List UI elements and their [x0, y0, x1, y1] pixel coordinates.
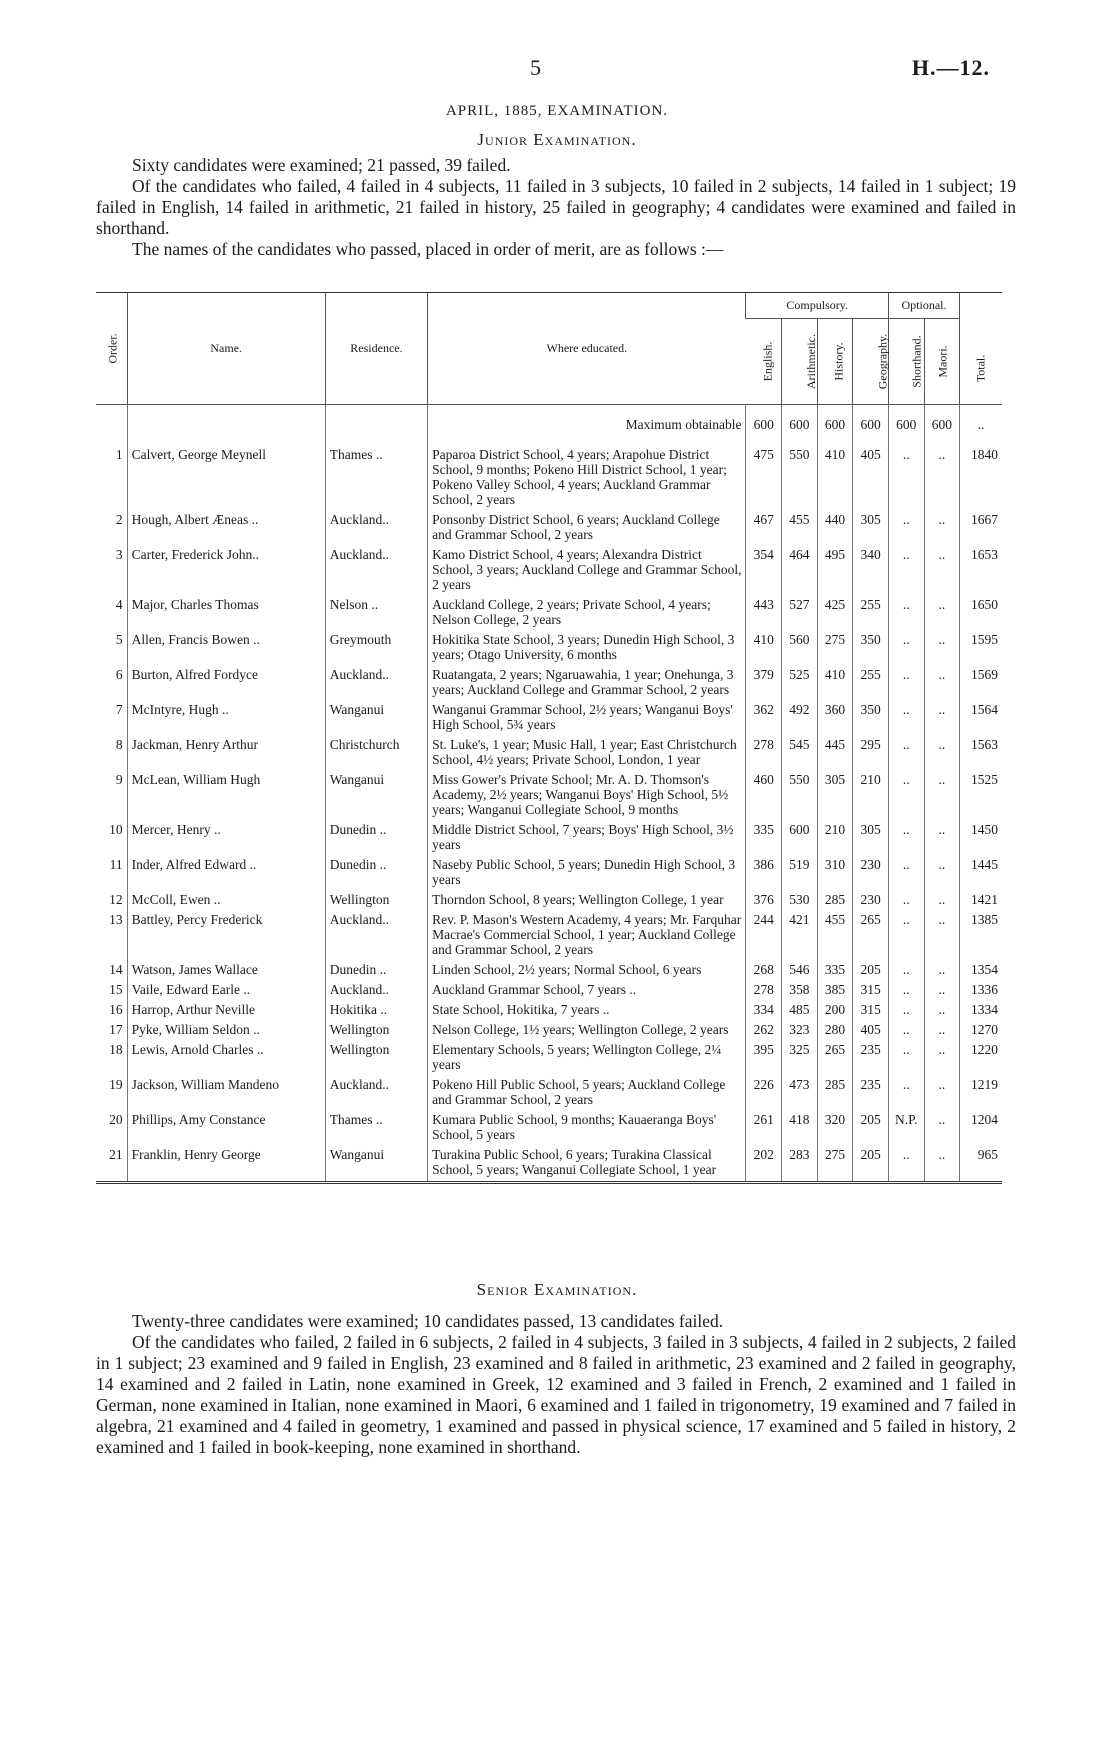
arithmetic-mark: 455: [782, 511, 818, 546]
maori-mark: ..: [924, 771, 960, 821]
english-mark: 278: [746, 736, 782, 771]
arithmetic-mark: 418: [782, 1111, 818, 1146]
history-mark: 200: [817, 1001, 853, 1021]
shorthand-header: Shorthand.: [888, 319, 924, 405]
candidate-residence: Auckland..: [325, 911, 427, 961]
geography-mark: 205: [853, 961, 889, 981]
geography-mark: 205: [853, 1111, 889, 1146]
junior-paragraph: The names of the candidates who passed, placed in order of merit, are as follows :—: [132, 239, 724, 259]
candidate-residence: Thames ..: [325, 1111, 427, 1146]
candidate-order: 13: [109, 912, 123, 927]
junior-paragraph: Sixty candidates were examined; 21 passed, 39 failed.: [132, 155, 511, 175]
arithmetic-mark: 283: [782, 1146, 818, 1183]
geography-mark: 265: [853, 911, 889, 961]
candidate-residence: Auckland..: [325, 1076, 427, 1111]
maximum-arithmetic: 600: [782, 405, 818, 447]
arithmetic-mark: 325: [782, 1041, 818, 1076]
candidate-where-educated: Auckland Grammar School, 7 years ..: [428, 981, 746, 1001]
history-mark: 440: [817, 511, 853, 546]
candidate-name: McColl, Ewen ..: [127, 891, 325, 911]
candidate-residence: Wanganui: [325, 701, 427, 736]
english-mark: 268: [746, 961, 782, 981]
shorthand-mark: ..: [888, 961, 924, 981]
english-mark: 261: [746, 1111, 782, 1146]
arithmetic-mark: 545: [782, 736, 818, 771]
candidate-name: Harrop, Arthur Neville: [127, 1001, 325, 1021]
candidate-where-educated: St. Luke's, 1 year; Music Hall, 1 year; East Christchurch School, 4½ years; Private School, London, 1 year: [428, 736, 746, 771]
total-mark: 1653: [960, 546, 1002, 596]
geography-mark: 405: [853, 1021, 889, 1041]
candidate-where-educated: Linden School, 2½ years; Normal School, 6 years: [428, 961, 746, 981]
senior-heading: Senior Examination.: [476, 1280, 638, 1299]
candidate-order: 1: [115, 447, 123, 462]
maori-mark: ..: [924, 1076, 960, 1111]
candidate-name: Calvert, George Meynell: [127, 446, 325, 511]
junior-heading: Junior Examination.: [477, 130, 637, 149]
total-mark: 1421: [960, 891, 1002, 911]
table-row: [96, 1111, 1002, 1146]
candidate-residence: Wellington: [325, 1021, 427, 1041]
total-mark: 1354: [960, 961, 1002, 981]
candidate-where-educated: Kumara Public School, 9 months; Kauaeranga Boys' School, 5 years: [428, 1111, 746, 1146]
arithmetic-mark: 421: [782, 911, 818, 961]
english-mark: 460: [746, 771, 782, 821]
table-row: [96, 771, 1002, 821]
geography-mark: 305: [853, 821, 889, 856]
senior-paragraph: Twenty-three candidates were examined; 10 candidates passed, 13 candidates failed.: [132, 1311, 724, 1331]
shorthand-mark: ..: [888, 666, 924, 701]
page-number: 5: [530, 55, 541, 80]
english-mark: 226: [746, 1076, 782, 1111]
candidate-residence: Dunedin ..: [325, 821, 427, 856]
maximum-total: ..: [960, 405, 1002, 447]
candidate-order: 21: [109, 1147, 123, 1162]
history-mark: 305: [817, 771, 853, 821]
shorthand-mark: N.P.: [888, 1111, 924, 1146]
table-row: [96, 666, 1002, 701]
maori-mark: ..: [924, 1021, 960, 1041]
candidate-order: 17: [109, 1022, 123, 1037]
maori-mark: ..: [924, 911, 960, 961]
shorthand-mark: ..: [888, 1001, 924, 1021]
candidate-where-educated: Ponsonby District School, 6 years; Auckland College and Grammar School, 2 years: [428, 511, 746, 546]
maori-mark: ..: [924, 736, 960, 771]
table-row: [96, 1146, 1002, 1183]
shorthand-mark: ..: [888, 821, 924, 856]
candidate-name: Watson, James Wallace: [127, 961, 325, 981]
history-mark: 210: [817, 821, 853, 856]
total-mark: 965: [960, 1146, 1002, 1183]
table-row: [96, 911, 1002, 961]
total-mark: 1270: [960, 1021, 1002, 1041]
candidate-where-educated: Turakina Public School, 6 years; Turakina Classical School, 5 years; Wanganui Collegiate School, 1 year: [428, 1146, 746, 1183]
arithmetic-mark: 527: [782, 596, 818, 631]
history-mark: 445: [817, 736, 853, 771]
optional-header: Optional.: [888, 293, 959, 319]
arithmetic-mark: 550: [782, 446, 818, 511]
candidate-name: Hough, Albert Æneas ..: [127, 511, 325, 546]
geography-mark: 405: [853, 446, 889, 511]
candidate-where-educated: Auckland College, 2 years; Private School, 4 years; Nelson College, 2 years: [428, 596, 746, 631]
candidate-residence: Thames ..: [325, 446, 427, 511]
candidate-residence: Greymouth: [325, 631, 427, 666]
history-mark: 320: [817, 1111, 853, 1146]
candidate-order: 6: [115, 667, 123, 682]
shorthand-mark: ..: [888, 701, 924, 736]
arithmetic-mark: 546: [782, 961, 818, 981]
english-mark: 278: [746, 981, 782, 1001]
total-mark: 1569: [960, 666, 1002, 701]
maori-mark: ..: [924, 511, 960, 546]
total-mark: 1564: [960, 701, 1002, 736]
shorthand-mark: ..: [888, 736, 924, 771]
english-mark: 386: [746, 856, 782, 891]
candidate-name: Vaile, Edward Earle ..: [127, 981, 325, 1001]
arithmetic-mark: 473: [782, 1076, 818, 1111]
total-mark: 1204: [960, 1111, 1002, 1146]
maori-mark: ..: [924, 1001, 960, 1021]
english-mark: 379: [746, 666, 782, 701]
english-mark: 376: [746, 891, 782, 911]
arithmetic-mark: 492: [782, 701, 818, 736]
geography-mark: 295: [853, 736, 889, 771]
shorthand-mark: ..: [888, 596, 924, 631]
arithmetic-mark: 550: [782, 771, 818, 821]
candidate-where-educated: Pokeno Hill Public School, 5 years; Auckland College and Grammar School, 2 years: [428, 1076, 746, 1111]
candidate-where-educated: Paparoa District School, 4 years; Arapohue District School, 9 months; Pokeno Hill District School, 1 year; Pokeno Valley School, 4 years; Auckland Grammar School, 2 years: [428, 446, 746, 511]
maori-mark: ..: [924, 981, 960, 1001]
candidate-residence: Nelson ..: [325, 596, 427, 631]
english-mark: 362: [746, 701, 782, 736]
candidate-name: Mercer, Henry ..: [127, 821, 325, 856]
junior-paragraph: Of the candidates who failed, 4 failed in 4 subjects, 11 failed in 3 subjects, 10 failed in 2 subjects, 14 failed in 1 subject; 19 failed in English, 14 failed in arithmetic, 21 failed in history, 25 failed in geography; 4 candidates were examined and failed in shorthand.: [96, 176, 1016, 238]
geography-mark: 350: [853, 631, 889, 666]
history-mark: 285: [817, 891, 853, 911]
junior-summary: [96, 155, 1016, 260]
candidate-name: Inder, Alfred Edward ..: [127, 856, 325, 891]
shorthand-mark: ..: [888, 1041, 924, 1076]
table-row: [96, 981, 1002, 1001]
senior-summary: [96, 1311, 1016, 1458]
table-row: [96, 736, 1002, 771]
total-mark: 1445: [960, 856, 1002, 891]
english-mark: 354: [746, 546, 782, 596]
shorthand-mark: ..: [888, 1076, 924, 1111]
table-row: [96, 1076, 1002, 1111]
candidate-order: 19: [109, 1077, 123, 1092]
maori-mark: ..: [924, 961, 960, 981]
table-row: [96, 1001, 1002, 1021]
candidate-order: 2: [115, 512, 123, 527]
shorthand-mark: ..: [888, 446, 924, 511]
candidate-name: Burton, Alfred Fordyce: [127, 666, 325, 701]
candidate-where-educated: Hokitika State School, 3 years; Dunedin High School, 3 years; Otago University, 6 months: [428, 631, 746, 666]
arithmetic-mark: 525: [782, 666, 818, 701]
maximum-english: 600: [746, 405, 782, 447]
candidate-where-educated: Naseby Public School, 5 years; Dunedin High School, 3 years: [428, 856, 746, 891]
candidate-order: 5: [115, 632, 123, 647]
candidate-where-educated: Wanganui Grammar School, 2½ years; Wanganui Boys' High School, 5¾ years: [428, 701, 746, 736]
candidate-order: 10: [109, 822, 123, 837]
english-mark: 335: [746, 821, 782, 856]
candidate-residence: Auckland..: [325, 546, 427, 596]
total-mark: 1667: [960, 511, 1002, 546]
order-header: Order.: [96, 293, 127, 405]
history-header: History.: [817, 319, 853, 405]
table-row: [96, 631, 1002, 666]
table-row: [96, 596, 1002, 631]
history-mark: 410: [817, 666, 853, 701]
total-mark: 1336: [960, 981, 1002, 1001]
history-mark: 385: [817, 981, 853, 1001]
maximum-row: [96, 405, 1002, 447]
residence-header: Residence.: [325, 293, 427, 405]
candidate-name: Franklin, Henry George: [127, 1146, 325, 1183]
candidate-name: Phillips, Amy Constance: [127, 1111, 325, 1146]
candidate-where-educated: Miss Gower's Private School; Mr. A. D. Thomson's Academy, 2½ years; Wanganui Boys' High School, 5½ years; Wanganui Collegiate School, 9 months: [428, 771, 746, 821]
candidate-residence: Wellington: [325, 891, 427, 911]
arithmetic-mark: 600: [782, 821, 818, 856]
shorthand-mark: ..: [888, 771, 924, 821]
candidate-order: 20: [109, 1112, 123, 1127]
table-row: [96, 961, 1002, 981]
geography-mark: 350: [853, 701, 889, 736]
english-mark: 467: [746, 511, 782, 546]
candidate-residence: Auckland..: [325, 511, 427, 546]
geography-mark: 205: [853, 1146, 889, 1183]
table-row: [96, 891, 1002, 911]
candidate-name: Battley, Percy Frederick: [127, 911, 325, 961]
candidate-order: 4: [115, 597, 123, 612]
maori-mark: ..: [924, 546, 960, 596]
candidate-name: Pyke, William Seldon ..: [127, 1021, 325, 1041]
arithmetic-mark: 485: [782, 1001, 818, 1021]
geography-mark: 235: [853, 1076, 889, 1111]
shorthand-mark: ..: [888, 911, 924, 961]
table-row: [96, 1041, 1002, 1076]
arithmetic-header: Arithmetic.: [782, 319, 818, 405]
english-mark: 244: [746, 911, 782, 961]
maori-mark: ..: [924, 1111, 960, 1146]
candidate-residence: Auckland..: [325, 666, 427, 701]
total-mark: 1334: [960, 1001, 1002, 1021]
candidate-where-educated: Elementary Schools, 5 years; Wellington College, 2¼ years: [428, 1041, 746, 1076]
history-mark: 265: [817, 1041, 853, 1076]
maximum-shorthand: 600: [888, 405, 924, 447]
geography-mark: 210: [853, 771, 889, 821]
candidate-residence: Auckland..: [325, 981, 427, 1001]
total-mark: 1385: [960, 911, 1002, 961]
history-mark: 285: [817, 1076, 853, 1111]
history-mark: 495: [817, 546, 853, 596]
history-mark: 310: [817, 856, 853, 891]
maximum-label: Maximum obtainable: [428, 405, 746, 447]
arithmetic-mark: 464: [782, 546, 818, 596]
candidate-residence: Dunedin ..: [325, 961, 427, 981]
maori-mark: ..: [924, 856, 960, 891]
maximum-history: 600: [817, 405, 853, 447]
maximum-maori: 600: [924, 405, 960, 447]
total-mark: 1450: [960, 821, 1002, 856]
candidate-name: McLean, William Hugh: [127, 771, 325, 821]
arithmetic-mark: 530: [782, 891, 818, 911]
candidate-order: 7: [115, 702, 123, 717]
geography-mark: 235: [853, 1041, 889, 1076]
where-educated-header: Where educated.: [428, 293, 746, 405]
table-row: [96, 856, 1002, 891]
english-mark: 410: [746, 631, 782, 666]
maximum-geography: 600: [853, 405, 889, 447]
geography-header: Geography.: [853, 319, 889, 405]
maori-mark: ..: [924, 701, 960, 736]
total-mark: 1563: [960, 736, 1002, 771]
table-row: [96, 1021, 1002, 1041]
candidate-where-educated: Rev. P. Mason's Western Academy, 4 years; Mr. Farquhar Macrae's Commercial School, 1 year; Auckland College and Grammar School, 2 years: [428, 911, 746, 961]
candidate-residence: Wellington: [325, 1041, 427, 1076]
total-mark: 1595: [960, 631, 1002, 666]
candidate-residence: Dunedin ..: [325, 856, 427, 891]
geography-mark: 255: [853, 596, 889, 631]
history-mark: 425: [817, 596, 853, 631]
maori-mark: ..: [924, 1146, 960, 1183]
candidate-name: Allen, Francis Bowen ..: [127, 631, 325, 666]
candidate-name: Lewis, Arnold Charles ..: [127, 1041, 325, 1076]
total-mark: 1650: [960, 596, 1002, 631]
candidate-order: 11: [109, 857, 123, 872]
candidate-order: 9: [115, 772, 123, 787]
candidate-order: 15: [109, 982, 123, 997]
history-mark: 280: [817, 1021, 853, 1041]
history-mark: 455: [817, 911, 853, 961]
history-mark: 360: [817, 701, 853, 736]
table-row: [96, 446, 1002, 511]
results-table: [96, 292, 1002, 1184]
geography-mark: 305: [853, 511, 889, 546]
candidate-residence: Wanganui: [325, 1146, 427, 1183]
english-mark: 395: [746, 1041, 782, 1076]
total-mark: 1220: [960, 1041, 1002, 1076]
table-cell: [325, 405, 427, 447]
english-mark: 262: [746, 1021, 782, 1041]
english-mark: 202: [746, 1146, 782, 1183]
candidate-where-educated: Nelson College, 1½ years; Wellington College, 2 years: [428, 1021, 746, 1041]
table-row: [96, 821, 1002, 856]
geography-mark: 230: [853, 891, 889, 911]
candidate-order: 16: [109, 1002, 123, 1017]
shorthand-mark: ..: [888, 856, 924, 891]
table-cell: [127, 405, 325, 447]
candidate-order: 18: [109, 1042, 123, 1057]
candidate-order: 3: [115, 547, 123, 562]
candidate-where-educated: State School, Hokitika, 7 years ..: [428, 1001, 746, 1021]
total-mark: 1840: [960, 446, 1002, 511]
maori-mark: ..: [924, 821, 960, 856]
english-header: English.: [746, 319, 782, 405]
total-mark: 1525: [960, 771, 1002, 821]
shorthand-mark: ..: [888, 981, 924, 1001]
candidate-name: Jackson, William Mandeno: [127, 1076, 325, 1111]
candidate-where-educated: Kamo District School, 4 years; Alexandra District School, 3 years; Auckland College and Grammar School, 2 years: [428, 546, 746, 596]
candidate-where-educated: Middle District School, 7 years; Boys' High School, 3½ years: [428, 821, 746, 856]
candidate-order: 14: [109, 962, 123, 977]
maori-mark: ..: [924, 596, 960, 631]
english-mark: 334: [746, 1001, 782, 1021]
history-mark: 410: [817, 446, 853, 511]
candidate-where-educated: Thorndon School, 8 years; Wellington College, 1 year: [428, 891, 746, 911]
english-mark: 443: [746, 596, 782, 631]
arithmetic-mark: 358: [782, 981, 818, 1001]
table-cell: [96, 405, 127, 447]
maori-mark: ..: [924, 631, 960, 666]
maori-mark: ..: [924, 446, 960, 511]
geography-mark: 230: [853, 856, 889, 891]
candidate-name: McIntyre, Hugh ..: [127, 701, 325, 736]
shorthand-mark: ..: [888, 891, 924, 911]
history-mark: 275: [817, 631, 853, 666]
candidate-order: 12: [109, 892, 123, 907]
arithmetic-mark: 560: [782, 631, 818, 666]
table-row: [96, 511, 1002, 546]
candidate-residence: Christchurch: [325, 736, 427, 771]
geography-mark: 340: [853, 546, 889, 596]
table-row: [96, 546, 1002, 596]
candidate-residence: Hokitika ..: [325, 1001, 427, 1021]
maori-mark: ..: [924, 666, 960, 701]
candidate-name: Major, Charles Thomas: [127, 596, 325, 631]
name-header: Name.: [127, 293, 325, 405]
arithmetic-mark: 323: [782, 1021, 818, 1041]
shorthand-mark: ..: [888, 511, 924, 546]
compulsory-header: Compulsory.: [746, 293, 888, 319]
maori-header: Maori.: [924, 319, 960, 405]
exam-heading: APRIL, 1885, EXAMINATION.: [445, 103, 669, 119]
english-mark: 475: [746, 446, 782, 511]
maori-mark: ..: [924, 1041, 960, 1076]
table-row: [96, 701, 1002, 736]
candidate-residence: Wanganui: [325, 771, 427, 821]
geography-mark: 255: [853, 666, 889, 701]
total-mark: 1219: [960, 1076, 1002, 1111]
arithmetic-mark: 519: [782, 856, 818, 891]
maori-mark: ..: [924, 891, 960, 911]
candidate-where-educated: Ruatangata, 2 years; Ngaruawahia, 1 year; Onehunga, 3 years; Auckland College and Grammar School, 2 years: [428, 666, 746, 701]
history-mark: 335: [817, 961, 853, 981]
candidate-name: Carter, Frederick John..: [127, 546, 325, 596]
shorthand-mark: ..: [888, 1021, 924, 1041]
document-reference: H.—12.: [911, 55, 990, 80]
geography-mark: 315: [853, 981, 889, 1001]
candidate-order: 8: [115, 737, 123, 752]
history-mark: 275: [817, 1146, 853, 1183]
shorthand-mark: ..: [888, 1146, 924, 1183]
shorthand-mark: ..: [888, 546, 924, 596]
geography-mark: 315: [853, 1001, 889, 1021]
candidate-name: Jackman, Henry Arthur: [127, 736, 325, 771]
shorthand-mark: ..: [888, 631, 924, 666]
senior-paragraph: Of the candidates who failed, 2 failed in 6 subjects, 2 failed in 4 subjects, 3 failed in 3 subjects, 4 failed in 2 subjects, 2 failed in 1 subject; 23 examined and 9 failed in English, 23 examined and 8 failed in arithmetic, 23 examined and 2 failed in geography, 14 examined and 2 failed in Latin, none examined in Greek, 12 examined and 3 failed in French, 2 examined and 1 failed in German, none examined in Italian, none examined in Maori, 6 examined and 1 failed in trigonometry, 19 examined and 7 failed in algebra, 21 examined and 4 failed in geometry, 1 examined and passed in physical science, 17 examined and 5 failed in history, 2 examined and 1 failed in book-keeping, none examined in shorthand.: [96, 1332, 1016, 1457]
total-header: Total.: [960, 293, 1002, 405]
